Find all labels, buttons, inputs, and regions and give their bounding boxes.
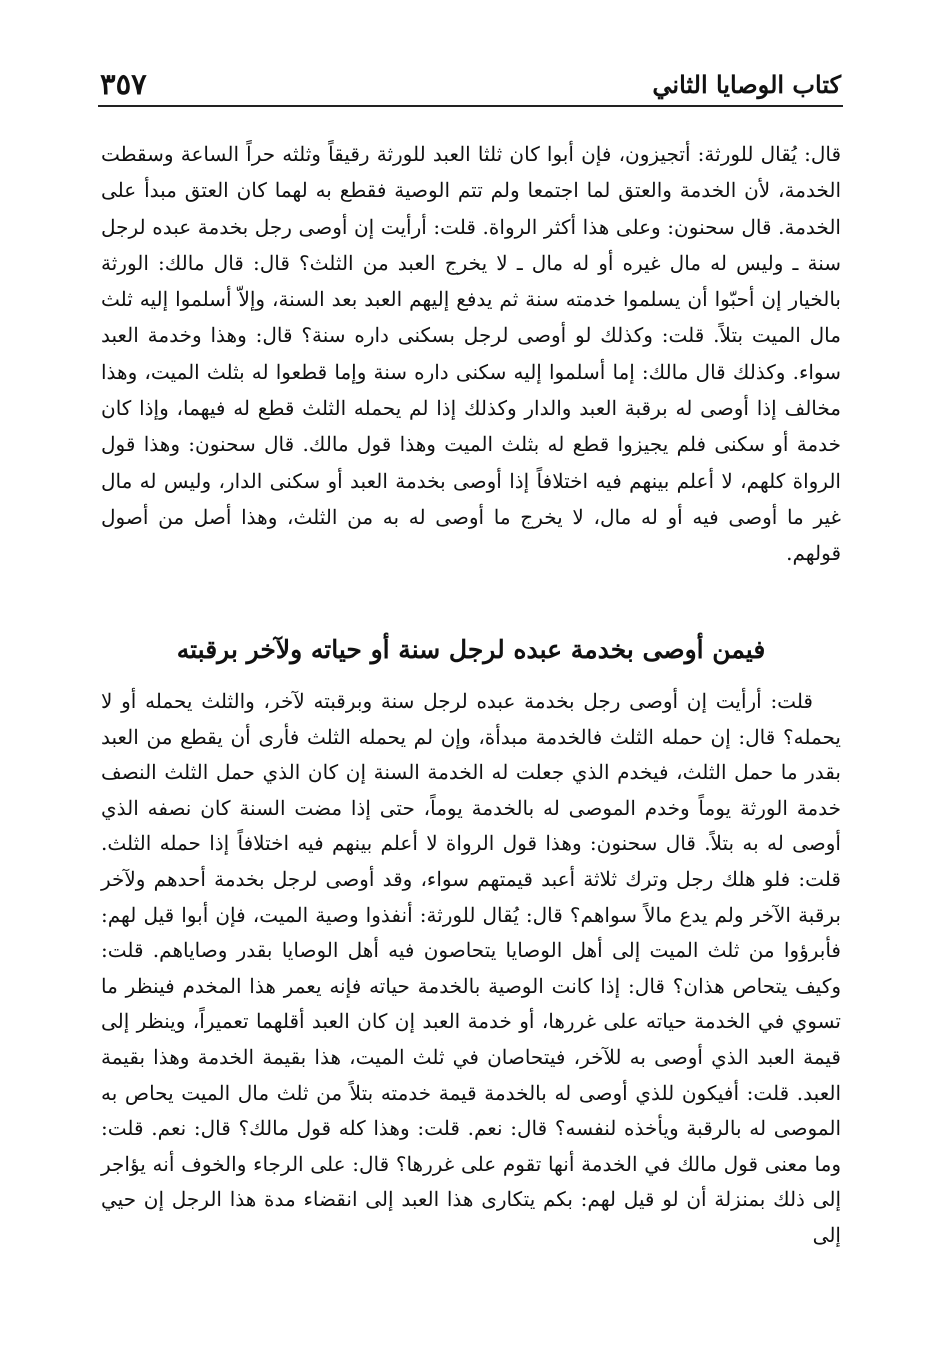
book-title: كتاب الوصايا الثاني [652,70,841,99]
page-number: ٣٥٧ [100,67,147,101]
running-header [98,64,843,104]
header-divider [98,105,843,107]
body-paragraph-2: قلت: أرأيت إن أوصى رجل بخدمة عبده لرجل سنة وبرقبته لآخر، والثلث يحمله أو لا يحمله؟ قال: إن حمله الثلث فالخدمة مبدأة، وإن لم يحمله الثلث فأرى أن يقطع من العبد بقدر ما حمل الثلث، فيخدم الذي جعلت له الخدمة السنة إن كان الذي حمل الثلث النصف خدمة الورثة يوماً وخدم الموصى له بالخدمة يوماً، حتى إذا مضت السنة كان نصفه الذي أوصى له به بتلاً. قال سحنون: وهذا قول الرواة لا أعلم بينهم فيه اختلافاً إذا حمله الثلث. قلت: فلو هلك رجل وترك ثلاثة أعبد قيمتهم سواء، وقد أوصى لرجل بخدمة أحدهم ولآخر برقبة الآخر ولم يدع مالاً سواهم؟ قال: يُقال للورثة: أنفذوا وصية الميت، فإن أبوا قيل لهم: فأبرؤوا من ثلث الميت إلى أهل الوصايا يتحاصون فيه أهل الوصايا بقدر وصاياهم. قلت: وكيف يتحاص هذان؟ قال: إذا كانت الوصية بالخدمة حياته فإنه يعمر هذا المخدم فينظر ما تسوي في الخدمة حياته على غررها، أو خدمة العبد إن كان العبد أقلهما تعميراً، وينظر إلى قيمة العبد الذي أوصى به للآخر، فيتحاصان في ثلث الميت، هذا بقيمة الخدمة وهذا بقيمة العبد. قلت: أفيكون للذي أوصى له بالخدمة قيمة خدمته بتلاً من ثلث مال الميت يحاص به الموصى له بالرقبة ويأخذه لنفسه؟ قال: نعم. قلت: وهذا كله قول مالك؟ قال: نعم. قلت: وما معنى قول مالك في الخدمة أنها تقوم على غررها؟ قال: على الرجاء والخوف أنه يؤاجر إلى ذلك بمنزلة أن لو قيل لهم: بكم يتكارى هذا العبد إلى انقضاء مدة هذا الرجل إن حيي إلى [101,689,841,1247]
body-paragraph-1: قال: يُقال للورثة: أتجيزون، فإن أبوا كان ثلثا العبد للورثة رقيقاً وثلثه حراً الساعة وسقطت الخدمة، لأن الخدمة والعتق لما اجتمعا ولم تتم الوصية فقطع به لهما كان العتق مبدأ على الخدمة. قال سحنون: وعلى هذا أكثر الرواة. قلت: أرأيت إن أوصى رجل بخدمة عبده لرجل سنة ـ وليس له مال غيره أو له مال ـ لا يخرج العبد من الثلث؟ قال: قال مالك: الورثة بالخيار إن أحبّوا أن يسلموا خدمته سنة ثم يدفع إليهم العبد بعد السنة، وإلاّ أسلموا إليه ثلث مال الميت بتلاً. قلت: وكذلك لو أوصى لرجل بسكنى داره سنة؟ قال: وهذا وخدمة العبد سواء. وكذلك قال مالك: إما أسلموا إليه سكنى داره سنة وإما قطعوا له بثلث الميت، وهذا مخالف إذا أوصى له برقبة العبد والدار وكذلك إذا لم يحمله الثلث قطع له فيهما، وإذا كان خدمة أو سكنى فلم يجيزوا قطع له بثلث الميت وهذا قول مالك. قال سحنون: وهذا قول الرواة كلهم، لا أعلم بينهم فيه اختلافاً إذا أوصى بخدمة العبد أو سكنى الدار، وليس له مال غير ما أوصى فيه أو له مال، لا يخرج ما أوصى له به من الثلث، وهذا أصل من أصول قولهم. [101,142,841,566]
section-heading: فيمن أوصى بخدمة عبده لرجل سنة أو حياته ولآخر برقبته [176,635,766,664]
